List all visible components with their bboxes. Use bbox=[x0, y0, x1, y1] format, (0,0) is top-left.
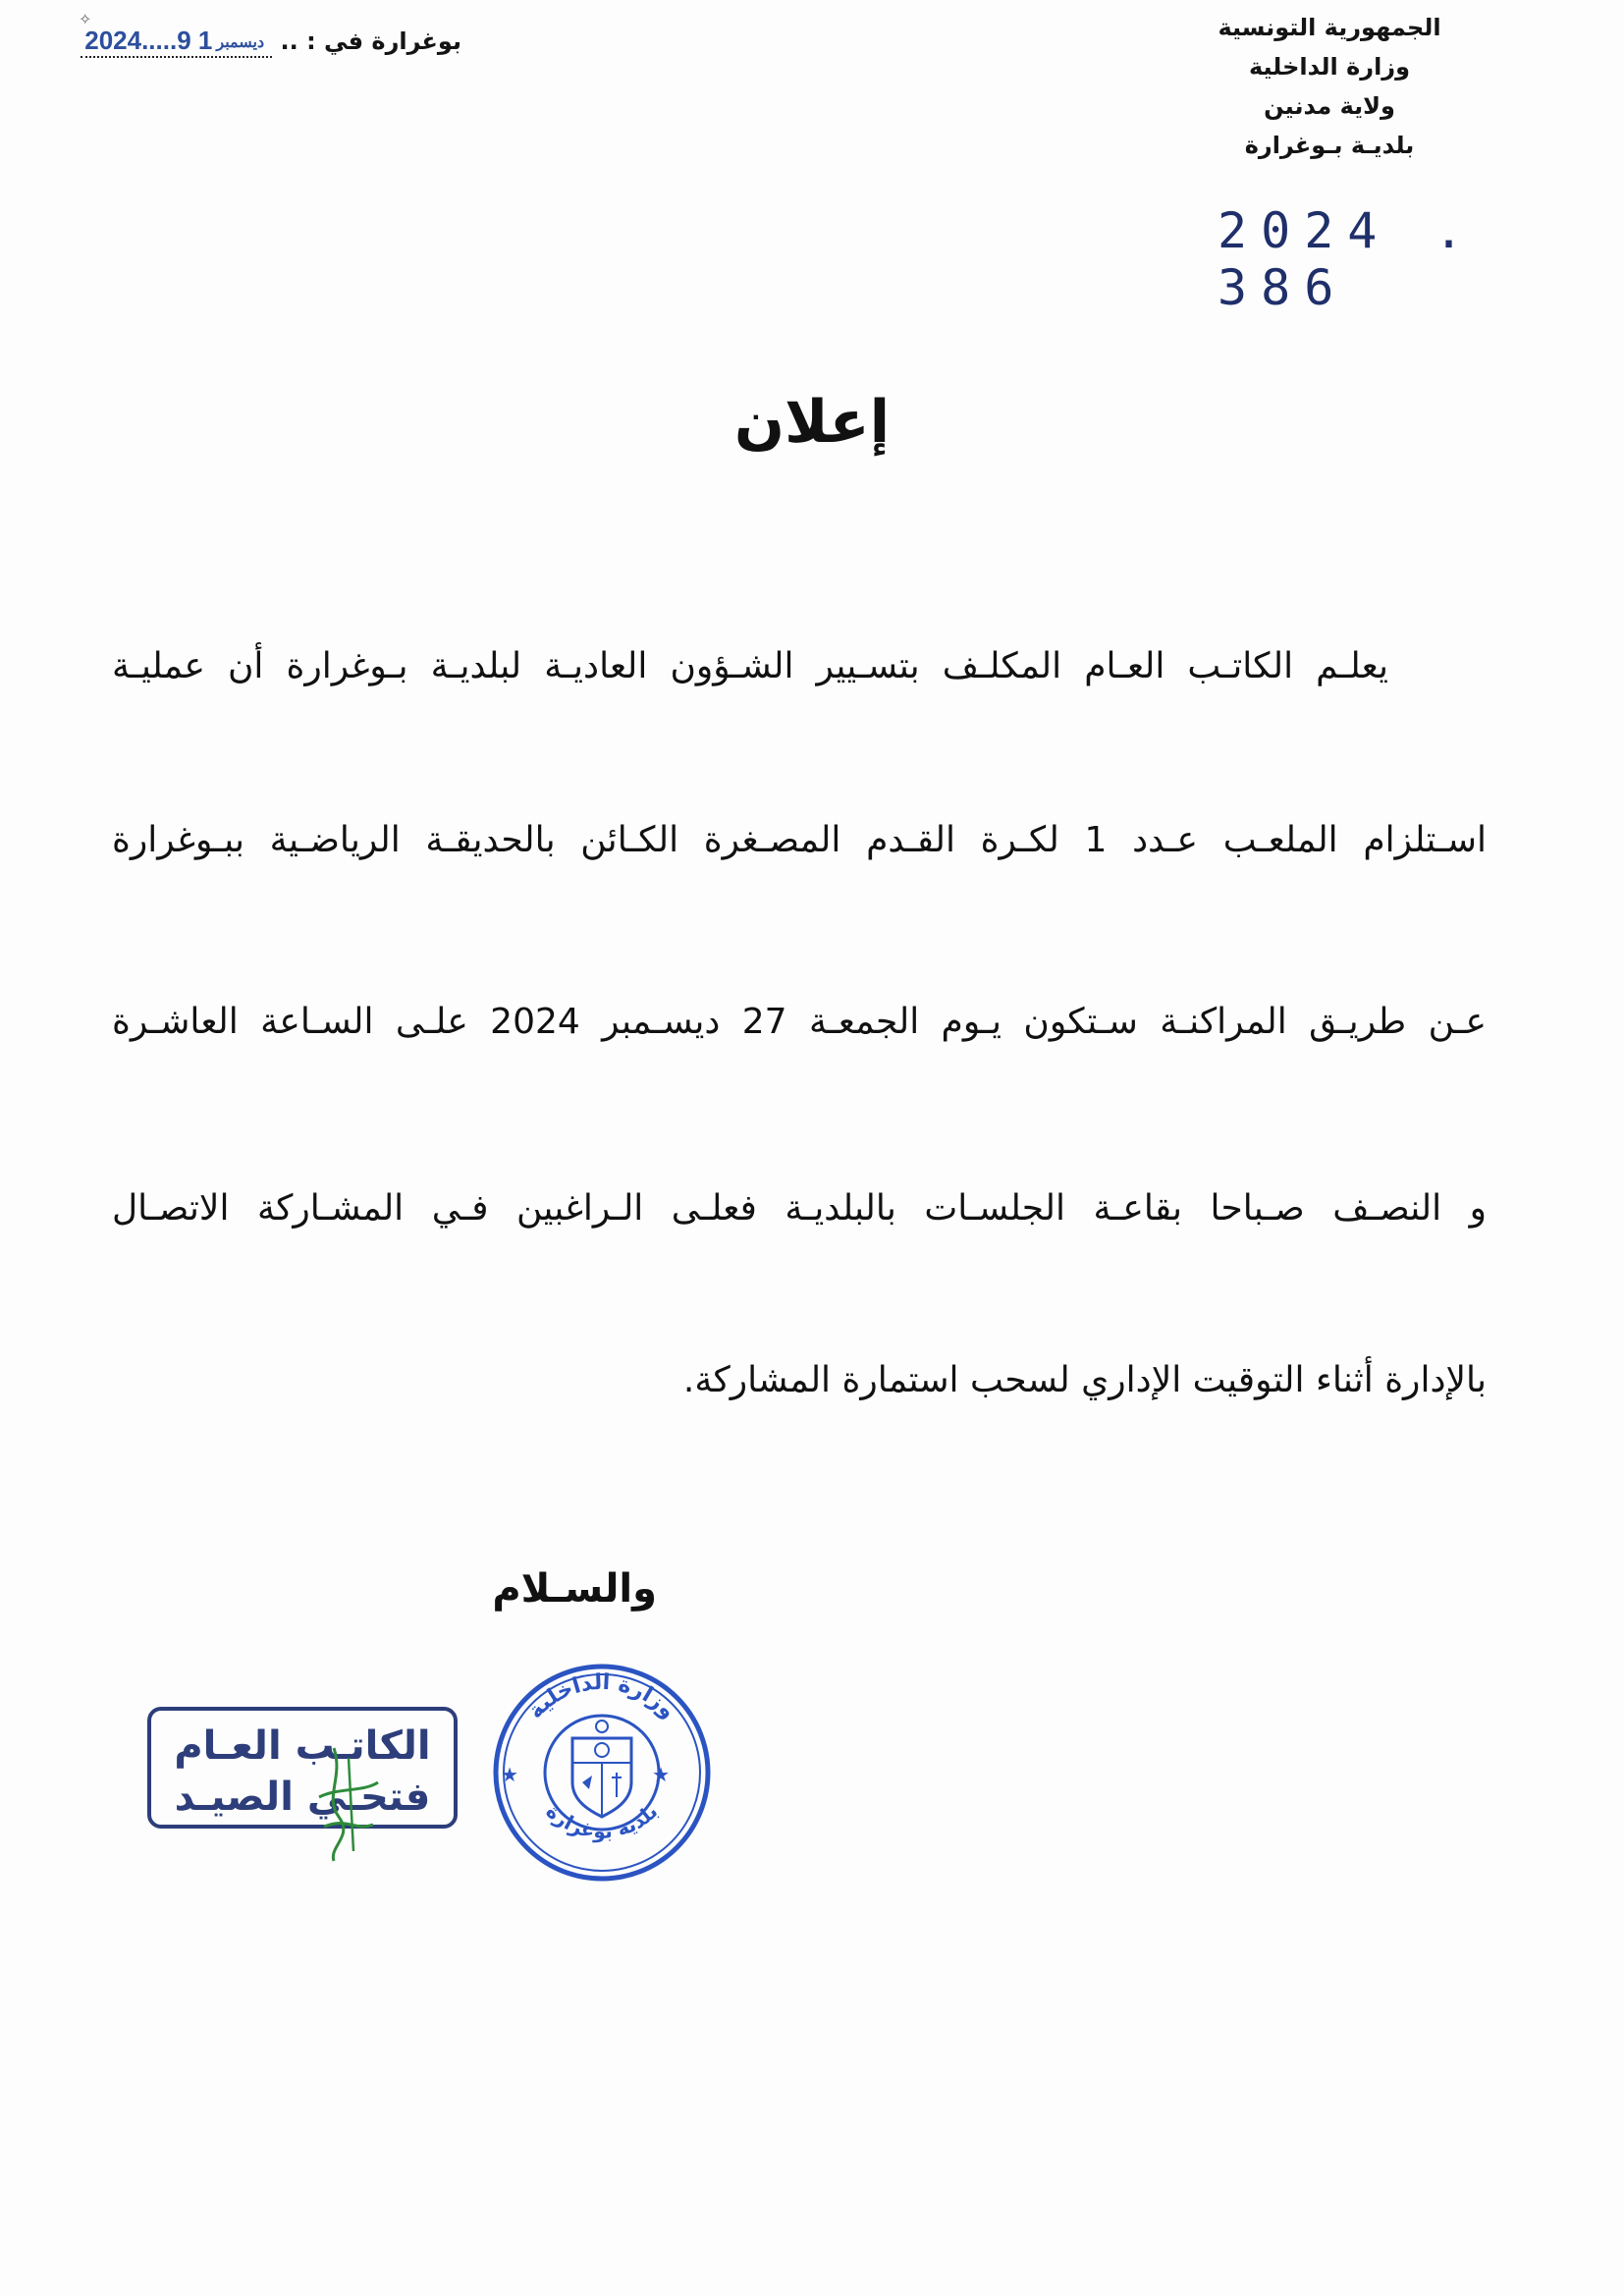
svg-text:★: ★ bbox=[501, 1763, 518, 1786]
date-label: بوغرارة في : .. bbox=[280, 27, 461, 55]
svg-text:★: ★ bbox=[652, 1763, 670, 1786]
handwritten-signature-icon bbox=[295, 1738, 412, 1866]
header-line-governorate: ولاية مدنين bbox=[1264, 92, 1395, 120]
date-year: 2024 bbox=[84, 26, 142, 55]
reference-number: 2024 . 386 bbox=[1218, 202, 1478, 316]
header-line-republic: الجمهورية التونسية bbox=[1218, 14, 1441, 41]
body-line-2: اسـتلزام الملعـب عـدد 1 لكـرة القـدم المصـغرة الكـائن بالحديقـة الرياضـية ببـوغرارة bbox=[112, 820, 1488, 860]
date-month: ديسمبر bbox=[216, 34, 265, 52]
document-title bbox=[0, 388, 1624, 457]
date-day: 1 9 bbox=[177, 26, 213, 55]
header-line-municipality: بلديـة بـوغرارة bbox=[1244, 132, 1415, 159]
official-seal-icon bbox=[489, 1660, 715, 1886]
date-mark-icon: ✧ bbox=[79, 10, 92, 28]
body-line-1: يعلـم الكاتـب العـام المكلـف بتسـيير الشـؤون العاديـة لبلديـة بـوغرارة أن عمليـة bbox=[112, 646, 1388, 686]
institution-header bbox=[1182, 8, 1477, 165]
signature-stamp-name: فتحـي الصيـد bbox=[174, 1775, 431, 1820]
body-line-4: و النصـف صـباحا بقاعـة الجلسـات بالبلديـة فعلـى الـراغبين فـي المشـاركة الاتصـال bbox=[112, 1188, 1487, 1229]
date-line bbox=[69, 26, 461, 69]
signature-stamp-title: الكاتـب العـام bbox=[174, 1723, 431, 1769]
closing-salutation: والسـلام bbox=[492, 1566, 657, 1612]
body-line-3: عـن طريـق المراكنـة سـتكون يـوم الجمعـة 27 ديسـمبر 2024 علـى السـاعة العاشـرة bbox=[112, 1002, 1487, 1042]
svg-text:بلدية بوغرارة: بلدية بوغرارة bbox=[541, 1799, 663, 1843]
header-line-ministry: وزارة الداخلية bbox=[1248, 53, 1411, 81]
svg-text:وزارة الداخلية: وزارة الداخلية bbox=[523, 1669, 680, 1724]
title-text: إعلان bbox=[733, 388, 891, 457]
body-line-5: بالإدارة أثناء التوقيت الإداري لسحب استمارة المشاركة. bbox=[682, 1360, 1487, 1400]
date-stamp: 2024..... ديسمبر1 9 bbox=[81, 26, 272, 58]
